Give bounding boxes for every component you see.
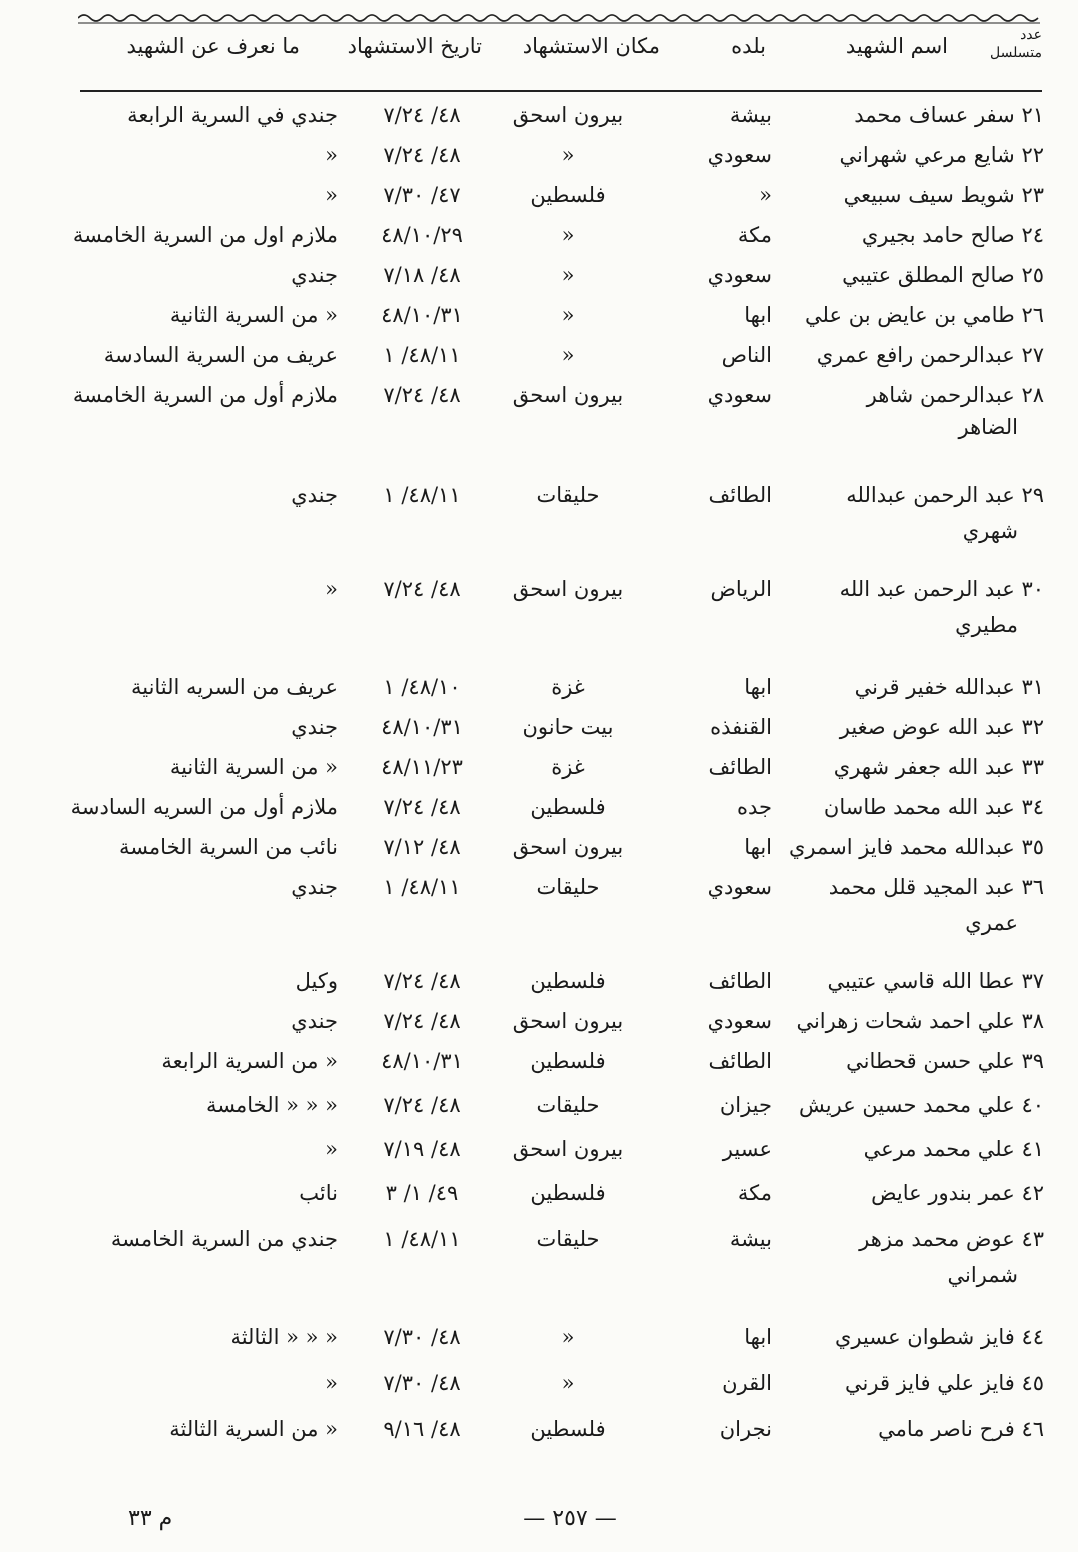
cell-note: عريف من السرية السادسة: [103, 343, 338, 367]
cell-place: بيرون اسحق: [512, 1009, 624, 1033]
cell-name: ٢٧ عبدالرحمن رافع عمري: [816, 343, 1044, 367]
cell-date: ٤٨/١٠/٣١: [381, 715, 463, 739]
table-row: [0, 136, 1078, 176]
cell-name: ٢٥ صالح المطلق عتيبي: [842, 263, 1044, 287]
cell-date: ٤٨/١٠/٣١: [381, 303, 463, 327]
cell-date: ٤٨/١٠/٣١: [381, 1049, 463, 1073]
table-row: [0, 176, 1078, 216]
cell-city: القرن: [722, 1371, 772, 1395]
cell-date: ٤٨/ ٧/٣٠: [383, 1371, 461, 1395]
cell-place: بيت حانون: [522, 715, 614, 739]
cell-place: بيرون اسحق: [512, 577, 624, 601]
cell-city: الرياض: [710, 577, 772, 601]
cell-place: فلسطين: [530, 183, 606, 207]
cell-note: جندي من السرية الخامسة: [110, 1227, 338, 1251]
table-row: [0, 962, 1078, 1002]
cell-place: بيرون اسحق: [512, 835, 624, 859]
cell-note: « من السرية الثانية: [169, 755, 338, 779]
top-wavy-rule: [78, 12, 1040, 24]
cell-note: « من السرية الثالثة: [169, 1417, 338, 1441]
cell-place: بيرون اسحق: [512, 103, 624, 127]
table-row: [0, 668, 1078, 708]
cell-note: «: [325, 1371, 338, 1395]
cell-name: ٣٤ عبد الله محمد طاسان: [823, 795, 1044, 819]
table-row: [0, 868, 1078, 948]
cell-name: ٢٤ صالح حامد بجيري: [861, 223, 1044, 247]
cell-note: وكيل: [295, 969, 338, 993]
cell-note: «: [325, 577, 338, 601]
header-name: اسم الشهيد: [845, 34, 948, 58]
cell-place: فلسطين: [530, 1417, 606, 1441]
cell-place: حليقات: [536, 1093, 600, 1117]
cell-date: ٤٨/ ٧/٣٠: [383, 1325, 461, 1349]
table-row: [0, 1410, 1078, 1450]
cell-name-continued: عمري: [965, 911, 1018, 935]
cell-name: ٤٤ فايز شطوان عسيري: [834, 1325, 1044, 1349]
cell-city: سعودي: [707, 383, 772, 407]
table-row: [0, 1220, 1078, 1300]
cell-date: ٤٩/ ١/ ٣: [385, 1181, 459, 1205]
cell-note: ملازم أول من السرية الخامسة: [72, 383, 338, 407]
table-row: [0, 256, 1078, 296]
cell-place: فلسطين: [530, 1049, 606, 1073]
cell-name: ٢٣ شويط سيف سبيعي: [843, 183, 1044, 207]
table-row: [0, 1086, 1078, 1126]
cell-note: ملازم اول من السرية الخامسة: [72, 223, 338, 247]
cell-city: الطائف: [708, 1049, 772, 1073]
cell-place: حليقات: [536, 1227, 600, 1251]
cell-note: عريف من السريه الثانية: [130, 675, 338, 699]
cell-name-continued: مطيري: [955, 613, 1018, 637]
table-row: [0, 1042, 1078, 1082]
cell-place: «: [561, 1371, 575, 1395]
cell-name: ٢٦ طامي بن عايض بن علي: [805, 303, 1044, 327]
cell-place: غزة: [551, 755, 585, 779]
table-row: [0, 1002, 1078, 1042]
cell-city: بيشة: [729, 103, 772, 127]
header-serial-line2: متسلسل: [990, 45, 1042, 61]
cell-name: ٣٩ علي حسن قحطاني: [846, 1049, 1044, 1073]
table-row: [0, 1318, 1078, 1358]
cell-note: جندي: [291, 715, 338, 739]
table-row: [0, 1364, 1078, 1404]
cell-city: ابها: [744, 675, 772, 699]
cell-date: ٤٨/ ٩/١٦: [383, 1417, 461, 1441]
cell-date: ٤٨/ ٧/١٩: [383, 1137, 461, 1161]
cell-date: ٤٨/١١/ ١: [383, 875, 461, 899]
table-row: [0, 708, 1078, 748]
table-row: [0, 570, 1078, 650]
cell-name: ٤٦ فرح ناصر مامي: [878, 1417, 1044, 1441]
header-date: تاريخ الاستشهاد: [347, 34, 482, 58]
cell-name: ٢٨ عبدالرحمن شاهر: [866, 383, 1044, 407]
cell-date: ٤٨/١١/ ١: [383, 1227, 461, 1251]
cell-city: الطائف: [708, 483, 772, 507]
table-row: [0, 476, 1078, 556]
cell-date: ٤٨/١١/ ١: [383, 343, 461, 367]
cell-place: «: [561, 223, 575, 247]
cell-note: جندي: [291, 263, 338, 287]
header-serial-line1: عدد: [1020, 27, 1042, 43]
cell-name: ٣٥ عبدالله محمد فايز اسمري: [788, 835, 1044, 859]
cell-name: ٣٣ عبد الله جعفر شهري: [833, 755, 1044, 779]
cell-note: نائب من السرية الخامسة: [118, 835, 338, 859]
cell-note: « من السرية الثانية: [169, 303, 338, 327]
cell-city: جده: [736, 795, 772, 819]
cell-city: ابها: [744, 835, 772, 859]
cell-note: جندي: [291, 483, 338, 507]
cell-note: « « « الخامسة: [206, 1093, 338, 1117]
cell-place: «: [561, 1325, 575, 1349]
cell-note: جندي: [291, 1009, 338, 1033]
cell-city: الطائف: [708, 755, 772, 779]
table-row: [0, 828, 1078, 868]
cell-city: نجران: [719, 1417, 772, 1441]
cell-date: ٤٧/ ٧/٣٠: [383, 183, 461, 207]
cell-place: بيرون اسحق: [512, 1137, 624, 1161]
cell-city: سعودي: [707, 1009, 772, 1033]
cell-place: «: [561, 143, 575, 167]
cell-city: سعودي: [707, 143, 772, 167]
page-number: — ٢٥٧ —: [523, 1506, 617, 1531]
cell-note: جندي: [291, 875, 338, 899]
cell-date: ٤٨/ ٧/٢٤: [383, 795, 461, 819]
cell-name: ٣٠ عبد الرحمن عبد الله: [839, 577, 1044, 601]
cell-place: حليقات: [536, 483, 600, 507]
cell-place: بيرون اسحق: [512, 383, 624, 407]
cell-place: حليقات: [536, 875, 600, 899]
cell-place: «: [561, 303, 575, 327]
cell-name: ٣٢ عبد الله عوض صغير: [839, 715, 1044, 739]
cell-date: ٤٨/ ٧/٢٤: [383, 1093, 461, 1117]
cell-city: «: [759, 183, 772, 207]
cell-city: مكة: [737, 223, 772, 247]
cell-city: بيشة: [729, 1227, 772, 1251]
cell-date: ٤٨/ ٧/٢٤: [383, 383, 461, 407]
cell-name-continued: الضاهر: [958, 415, 1018, 439]
cell-note: «: [325, 143, 338, 167]
cell-name: ٤٠ علي محمد حسين عريش: [799, 1093, 1044, 1117]
header-rule: [80, 90, 1042, 92]
cell-place: فلسطين: [530, 1181, 606, 1205]
table-row: [0, 1174, 1078, 1214]
cell-city: عسير: [722, 1137, 772, 1161]
cell-name: ٤٥ فايز علي فايز قرني: [845, 1371, 1044, 1395]
cell-city: مكة: [737, 1181, 772, 1205]
cell-place: فلسطين: [530, 795, 606, 819]
cell-place: «: [561, 263, 575, 287]
cell-place: غزة: [551, 675, 585, 699]
table-row: [0, 748, 1078, 788]
cell-city: الناص: [721, 343, 772, 367]
cell-name: ٤١ علي محمد مرعي: [863, 1137, 1044, 1161]
table-row: [0, 1130, 1078, 1170]
table-row: [0, 296, 1078, 336]
cell-date: ٤٨/١٠/٢٩: [381, 223, 463, 247]
cell-date: ٤٨/١١/ ١: [383, 483, 461, 507]
cell-name: ٢٢ شايع مرعي شهراني: [839, 143, 1044, 167]
signature-mark: م ٣٣: [128, 1506, 173, 1531]
cell-name: ٢١ سفر عساف محمد: [854, 103, 1044, 127]
cell-date: ٤٨/ ٧/٢٤: [383, 103, 461, 127]
cell-date: ٤٨/ ٧/١٨: [383, 263, 461, 287]
cell-city: ابها: [744, 303, 772, 327]
cell-city: القنفذه: [710, 715, 772, 739]
table-header: [0, 26, 1078, 86]
cell-name: ٣٦ عبد المجيد قلل محمد: [828, 875, 1044, 899]
table-row: [0, 216, 1078, 256]
cell-name-continued: شمراني: [947, 1263, 1018, 1287]
cell-note: نائب: [299, 1181, 338, 1205]
cell-city: سعودي: [707, 875, 772, 899]
cell-place: فلسطين: [530, 969, 606, 993]
cell-note: جندي في السرية الرابعة: [127, 103, 338, 127]
cell-note: «: [325, 183, 338, 207]
cell-place: «: [561, 343, 575, 367]
cell-city: جيزان: [719, 1093, 772, 1117]
cell-date: ٤٨/١١/٢٣: [381, 755, 463, 779]
cell-note: « من السرية الرابعة: [161, 1049, 338, 1073]
cell-note: « « « الثالثة: [230, 1325, 338, 1349]
cell-name: ٤٢ عمر بندور عايض: [871, 1181, 1044, 1205]
cell-name: ٤٣ عوض محمد مزهر: [859, 1227, 1044, 1251]
cell-name: ٢٩ عبد الرحمن عبدالله: [846, 483, 1044, 507]
cell-city: ابها: [744, 1325, 772, 1349]
cell-city: سعودي: [707, 263, 772, 287]
header-city: بلده: [731, 34, 766, 58]
cell-date: ٤٨/ ٧/١٢: [383, 835, 461, 859]
table-row: [0, 788, 1078, 828]
cell-date: ٤٨/ ٧/٢٤: [383, 143, 461, 167]
cell-note: «: [325, 1137, 338, 1161]
cell-date: ٤٨/ ٧/٢٤: [383, 577, 461, 601]
cell-name-continued: شهري: [962, 519, 1018, 543]
table-row: [0, 336, 1078, 376]
header-place: مكان الاستشهاد: [522, 34, 660, 58]
header-serial: [990, 26, 1042, 62]
cell-name: ٣٧ عطا الله قاسي عتيبي: [827, 969, 1044, 993]
table-row: [0, 376, 1078, 446]
cell-note: ملازم أول من السريه السادسة: [70, 795, 338, 819]
header-note: ما نعرف عن الشهيد: [126, 34, 300, 58]
cell-date: ٤٨/١٠/ ١: [383, 675, 461, 699]
cell-city: الطائف: [708, 969, 772, 993]
cell-date: ٤٨/ ٧/٢٤: [383, 969, 461, 993]
cell-name: ٣٨ علي احمد شحات زهراني: [796, 1009, 1044, 1033]
table-row: [0, 96, 1078, 136]
cell-name: ٣١ عبدالله خفير قرني: [854, 675, 1044, 699]
cell-date: ٤٨/ ٧/٢٤: [383, 1009, 461, 1033]
